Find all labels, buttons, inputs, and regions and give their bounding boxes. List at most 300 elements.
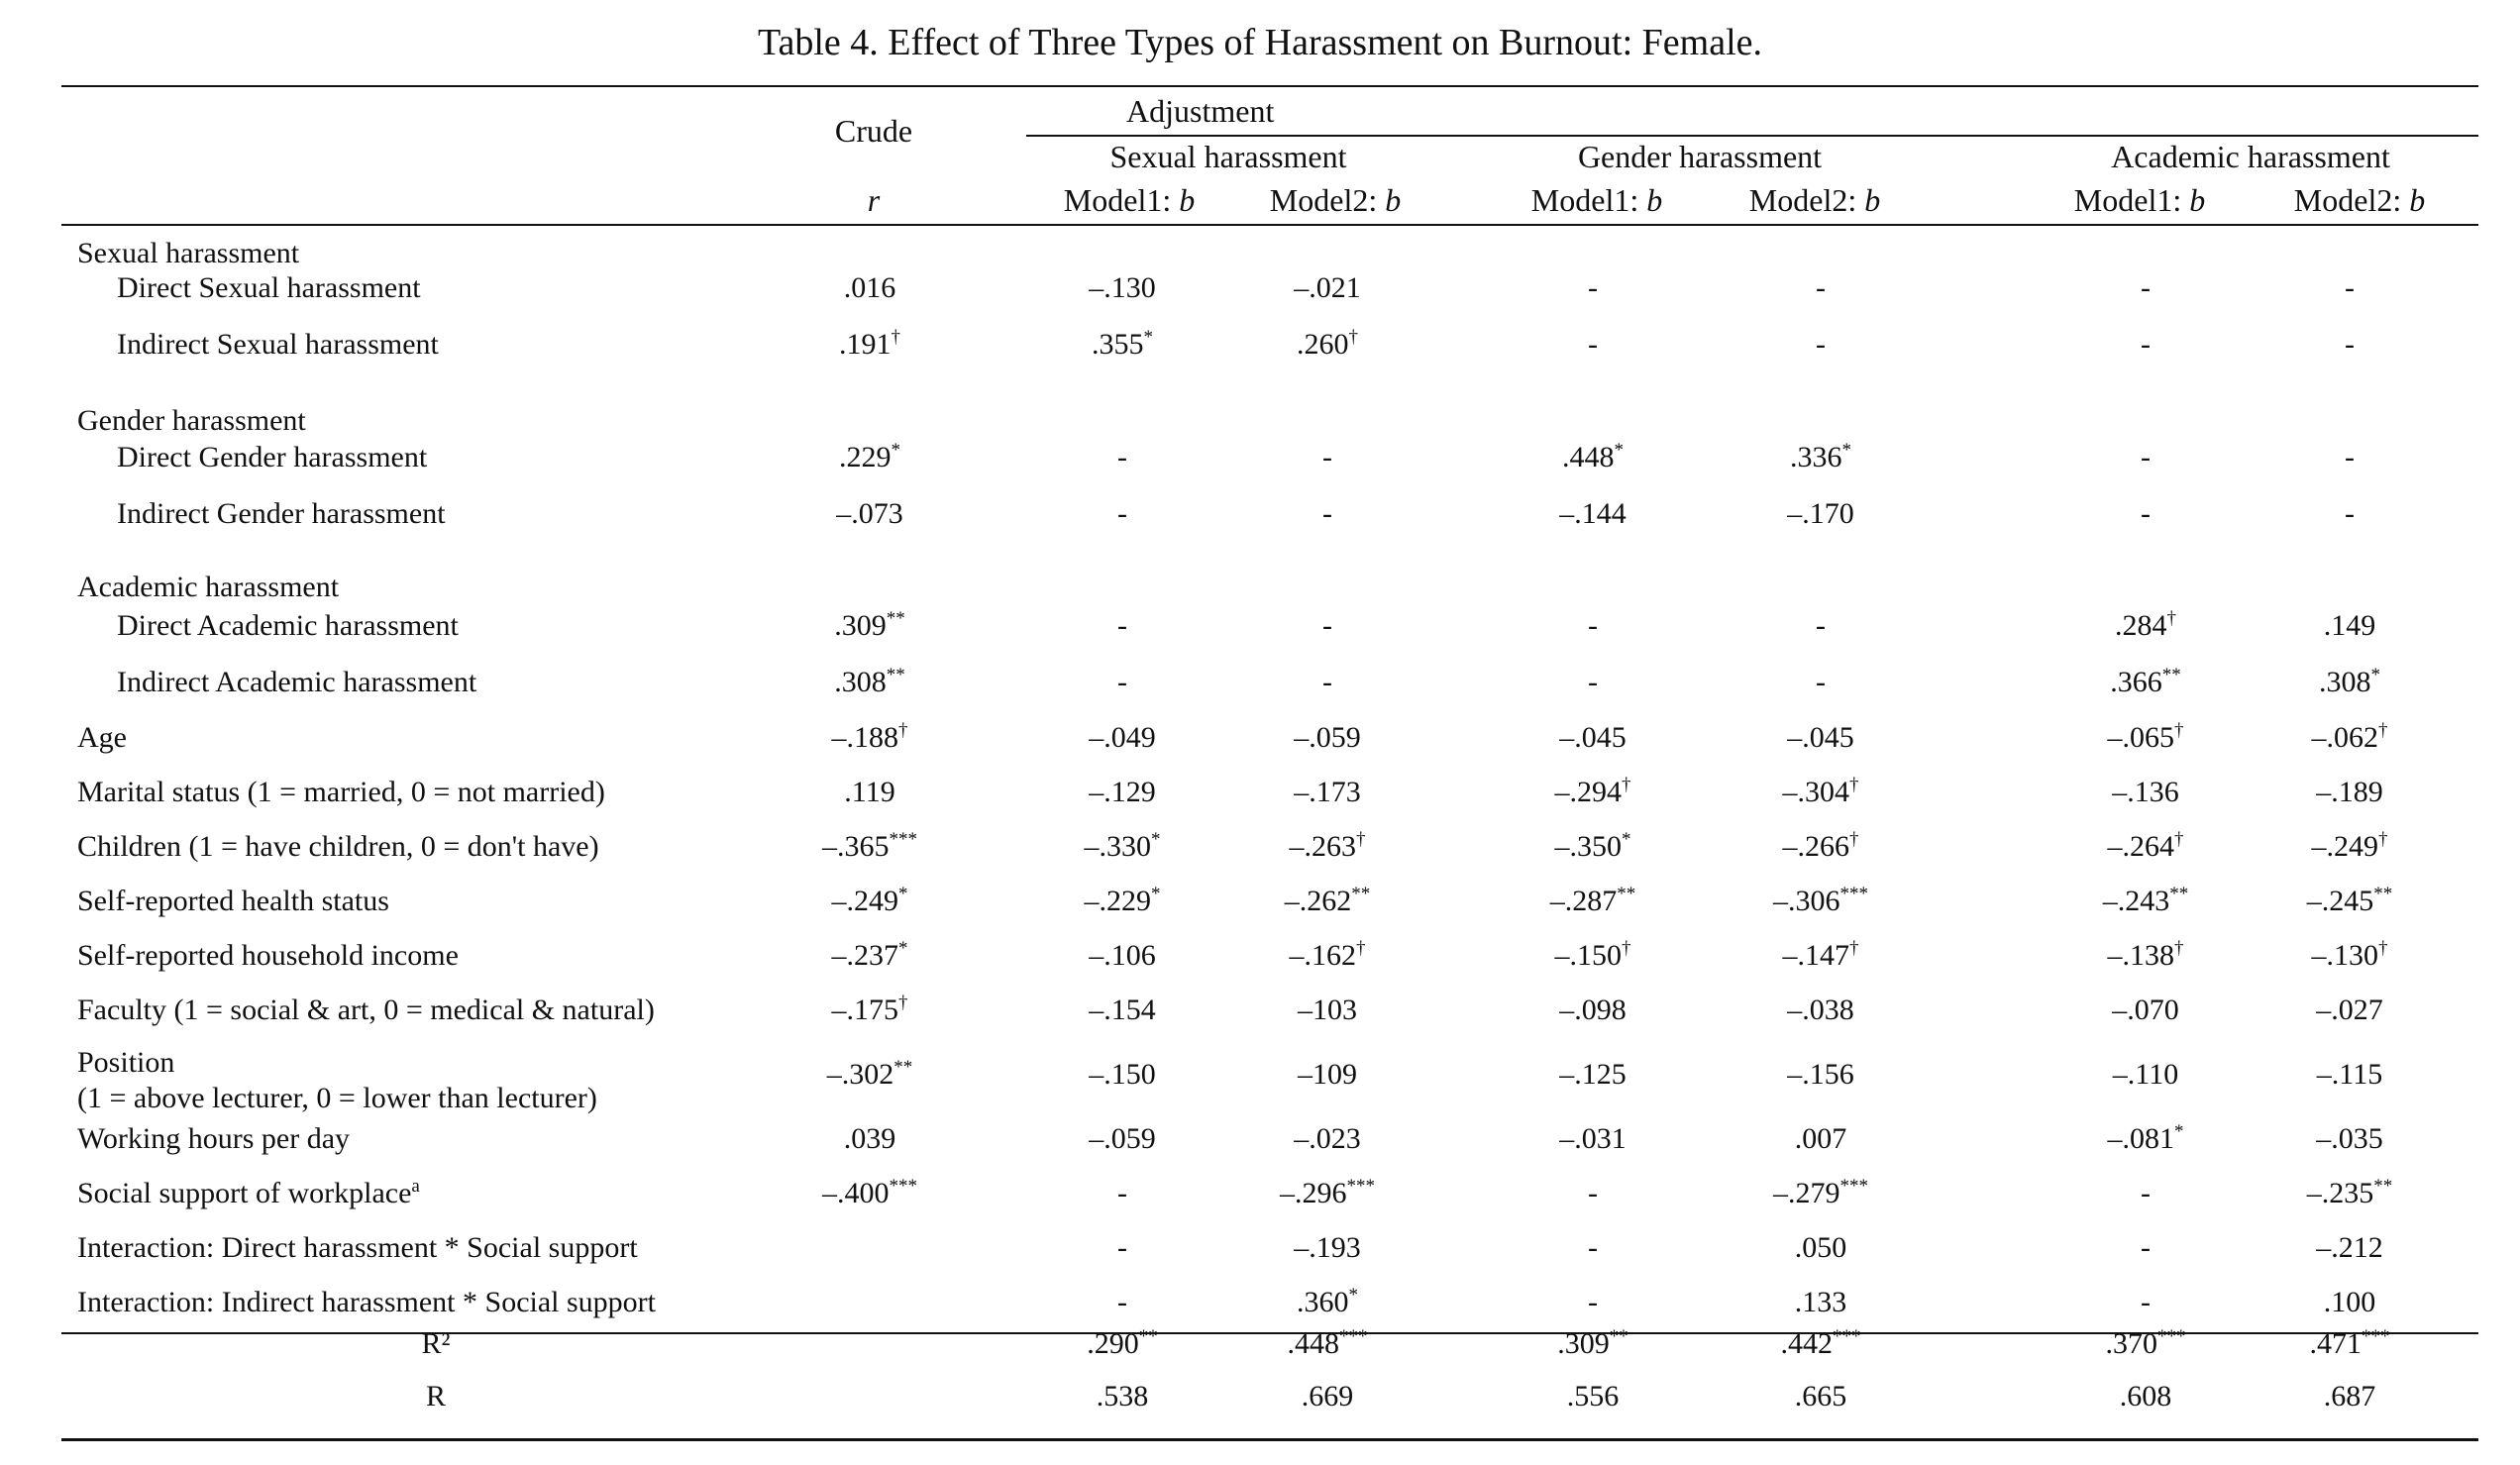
cell-value: –.045	[1559, 721, 1627, 754]
cell-value: -	[2141, 328, 2151, 361]
table-cell	[1322, 494, 1332, 534]
cell-value: .290	[1087, 1327, 1139, 1360]
cell-value: –.073	[836, 497, 903, 530]
row-label-text: Self-reported household income	[77, 939, 459, 972]
row-label-text: Direct Academic harassment	[117, 609, 459, 642]
cell-value: -	[1588, 271, 1598, 304]
cell-value: –.154	[1089, 994, 1156, 1026]
cell-value: .308	[2319, 666, 2371, 698]
cell-value: .050	[1794, 1231, 1847, 1264]
row-label-text: Social support of workplace	[77, 1177, 412, 1209]
cell-value: .448	[1287, 1327, 1339, 1360]
cell-value: –.062	[2311, 721, 2378, 754]
footer-cell	[1795, 1377, 1847, 1416]
cell-value: .360	[1297, 1286, 1349, 1318]
significance-mark: *	[891, 440, 900, 461]
significance-mark: †	[891, 327, 900, 348]
table-cell	[1322, 606, 1332, 646]
cell-value: .471	[2309, 1327, 2362, 1360]
model-name: Model2:	[1748, 182, 1865, 218]
cell-value: .355	[1092, 328, 1144, 361]
table-cell	[1297, 1283, 1358, 1322]
cell-value: -	[2141, 1286, 2151, 1318]
cell-value: .119	[844, 776, 895, 808]
cell-value: –.365	[822, 830, 890, 863]
cell-value: –.249	[2311, 830, 2378, 863]
row-label	[77, 1228, 638, 1268]
cell-value: .100	[2323, 1286, 2376, 1318]
table-cell	[839, 325, 900, 365]
row-label	[77, 773, 605, 812]
table-cell	[1795, 1228, 1847, 1268]
significance-mark: **	[886, 608, 905, 629]
significance-mark: *	[898, 884, 908, 904]
table-cell	[1816, 325, 1826, 365]
table-cell	[1322, 663, 1332, 702]
footer-cell	[2310, 1324, 2390, 1364]
table-cell	[1085, 882, 1161, 921]
row-label	[117, 325, 439, 365]
cell-value: .309	[1557, 1327, 1610, 1360]
model2-header	[1270, 180, 1401, 220]
cell-value: .260	[1297, 328, 1349, 361]
cell-value: –.115	[2316, 1058, 2383, 1091]
table-cell	[844, 773, 894, 812]
model1-header	[1531, 180, 1662, 220]
cell-value: –.189	[2316, 776, 2383, 808]
table-cell	[2141, 494, 2151, 534]
table-cell	[1795, 1119, 1847, 1159]
table-cell	[2319, 663, 2380, 702]
significance-mark: *	[2174, 1121, 2184, 1142]
row-label-text: Self-reported health status	[77, 885, 389, 917]
table-cell	[1117, 1174, 1127, 1213]
table-cell	[1092, 325, 1153, 365]
cell-value: -	[1117, 1231, 1127, 1264]
cell-value: –.156	[1787, 1058, 1854, 1091]
table-cell	[1290, 827, 1366, 867]
table-cell	[2112, 773, 2179, 812]
table-cell	[2141, 438, 2151, 477]
significance-mark: *	[1151, 884, 1161, 904]
table-cell	[1280, 1174, 1375, 1213]
table-cell	[2345, 438, 2355, 477]
table-cell	[1089, 1119, 1156, 1159]
significance-mark: †	[1356, 938, 1366, 959]
cell-value: –.125	[1559, 1058, 1627, 1091]
table-cell	[1089, 268, 1156, 308]
cell-value: -	[2345, 497, 2355, 530]
significance-mark: ***	[2157, 1326, 2186, 1347]
row-label	[77, 936, 459, 976]
table-cell	[1550, 882, 1636, 921]
section-academic: Academic harassment	[77, 571, 340, 603]
row-label-text: Age	[77, 721, 127, 754]
table-cell	[1816, 268, 1826, 308]
model-b-symbol: b	[2409, 182, 2426, 218]
row-label	[77, 991, 655, 1030]
cell-value: .039	[843, 1122, 896, 1155]
significance-mark: **	[2373, 884, 2393, 904]
table-cell	[1089, 718, 1156, 758]
table-cell	[1787, 494, 1854, 534]
table-cell	[2345, 268, 2355, 308]
table-cell	[1588, 1228, 1598, 1268]
cell-value: –.150	[1089, 1058, 1156, 1091]
footer-label: R²	[421, 1327, 451, 1360]
group-header-academic: Academic harassment	[2111, 139, 2390, 174]
table-cell	[1555, 936, 1631, 976]
cell-value: –.173	[1294, 776, 1361, 808]
table-cell	[1783, 936, 1859, 976]
significance-mark: **	[886, 665, 905, 685]
significance-mark: †	[898, 993, 908, 1013]
cell-value: -	[1588, 609, 1598, 642]
cell-value: –.065	[2107, 721, 2174, 754]
model-name: Model1:	[1063, 182, 1180, 218]
cell-value: .556	[1566, 1380, 1620, 1413]
significance-mark: †	[2378, 720, 2388, 741]
significance-mark: **	[893, 1057, 913, 1078]
table-cell	[836, 494, 903, 534]
cell-value: –.193	[1294, 1231, 1361, 1264]
table-cell	[1795, 1283, 1847, 1322]
footer-cell	[1567, 1377, 1620, 1416]
table-cell	[1588, 325, 1598, 365]
table-cell	[1555, 827, 1631, 867]
cell-value: –.023	[1294, 1122, 1361, 1155]
table-cell	[827, 1055, 913, 1095]
cell-value: –.212	[2316, 1231, 2383, 1264]
significance-mark: ***	[889, 1176, 917, 1197]
significance-mark: †	[1622, 775, 1631, 795]
cell-value: -	[2141, 441, 2151, 473]
adjustment-header: Adjustment	[1126, 93, 1275, 129]
cell-value: –.287	[1549, 885, 1618, 917]
table-cell	[1117, 438, 1127, 477]
table-cell	[2317, 1055, 2382, 1095]
significance-mark: †	[2378, 829, 2388, 850]
significance-mark: **	[2169, 884, 2189, 904]
significance-mark: **	[1351, 884, 1371, 904]
cell-value: .284	[2115, 609, 2167, 642]
model1-header	[2074, 180, 2205, 220]
table-cell	[1559, 1119, 1627, 1159]
footer-label: R	[425, 1380, 447, 1413]
cell-value: –.229	[1084, 885, 1151, 917]
table-cell	[1294, 1119, 1361, 1159]
crude-r-symbol: r	[867, 182, 881, 218]
table-cell	[1816, 606, 1826, 646]
cell-value: -	[1816, 328, 1826, 361]
top-rule	[61, 85, 2478, 87]
table-cell	[1117, 606, 1127, 646]
cell-value: .687	[2323, 1380, 2376, 1413]
cell-value: –.038	[1787, 994, 1854, 1026]
table-cell	[1117, 663, 1127, 702]
table-cell	[2115, 606, 2176, 646]
section-sexual: Sexual harassment	[77, 237, 300, 269]
cell-value: –.302	[826, 1058, 894, 1091]
model-name: Model1:	[1530, 182, 1647, 218]
cell-value: -	[1117, 1177, 1127, 1209]
significance-mark: **	[1609, 1326, 1628, 1347]
table-cell	[2345, 494, 2355, 534]
table-cell	[2103, 882, 2189, 921]
row-label	[117, 606, 459, 646]
cell-value: –.144	[1559, 497, 1627, 530]
table-cell	[2316, 1119, 2383, 1159]
cell-value: -	[2141, 1231, 2151, 1264]
cell-value: –.150	[1554, 939, 1622, 972]
cell-value: -	[1588, 328, 1598, 361]
table-cell	[834, 663, 905, 702]
table-cell	[1588, 606, 1598, 646]
cell-value: .308	[834, 666, 887, 698]
cell-value: –.350	[1554, 830, 1622, 863]
table-cell	[832, 882, 908, 921]
significance-mark: *	[1622, 829, 1631, 850]
cell-value: –.306	[1773, 885, 1840, 917]
cell-value: –.027	[2316, 994, 2383, 1026]
table-cell	[2141, 1283, 2151, 1322]
cell-value: -	[1588, 666, 1598, 698]
cell-value: –.264	[2107, 830, 2174, 863]
row-label-text: Indirect Gender harassment	[117, 497, 446, 530]
row-label-text: Indirect Academic harassment	[117, 666, 477, 698]
table-cell	[2312, 718, 2388, 758]
cell-value: -	[1588, 1231, 1598, 1264]
table-cell	[1089, 773, 1156, 812]
cell-value: –.059	[1089, 1122, 1156, 1155]
model1-header	[1064, 180, 1195, 220]
significance-mark: **	[1617, 884, 1636, 904]
table-cell	[1783, 773, 1859, 812]
cell-value: –.170	[1787, 497, 1854, 530]
cell-value: -	[1117, 609, 1127, 642]
cell-value: –.130	[1089, 271, 1156, 304]
footer-cell	[1087, 1324, 1158, 1364]
table-cell	[2112, 991, 2179, 1030]
table-cell	[1787, 1055, 1854, 1095]
table-cell	[1555, 773, 1631, 812]
table-cell	[2324, 1283, 2376, 1322]
table-cell	[1085, 827, 1161, 867]
group-header-sexual: Sexual harassment	[1109, 139, 1347, 174]
table-cell	[1294, 1228, 1361, 1268]
significance-mark: †	[1849, 775, 1859, 795]
cell-value: –.035	[2316, 1122, 2383, 1155]
header-rule	[61, 224, 2478, 226]
row-label-text: Working hours per day	[77, 1122, 351, 1155]
model-b-symbol: b	[1864, 182, 1881, 218]
table-cell	[2316, 991, 2383, 1030]
cell-value: -	[1588, 1286, 1598, 1318]
crude-header: Crude	[834, 113, 913, 149]
table-cell	[2113, 1055, 2178, 1095]
cell-value: –.294	[1554, 776, 1622, 808]
significance-mark: †	[2166, 608, 2176, 629]
table-cell	[1290, 936, 1366, 976]
cell-value: -	[1117, 666, 1127, 698]
table-cell	[2141, 325, 2151, 365]
significance-mark: †	[2174, 829, 2184, 850]
table-cell	[1559, 991, 1627, 1030]
cell-value: .669	[1301, 1380, 1354, 1413]
cell-value: -	[1322, 497, 1332, 530]
table-cell	[1285, 882, 1371, 921]
cell-value: –109	[1298, 1058, 1357, 1091]
table-cell	[1294, 718, 1361, 758]
cell-value: -	[1117, 1286, 1127, 1318]
table-cell	[1588, 268, 1598, 308]
cell-value: –103	[1298, 994, 1357, 1026]
cell-value: -	[1588, 1177, 1598, 1209]
table-cell	[1790, 438, 1851, 477]
significance-mark: †	[2174, 720, 2184, 741]
model-name: Model1:	[2073, 182, 2190, 218]
cell-value: –.031	[1559, 1122, 1627, 1155]
significance-mark: †	[1622, 938, 1631, 959]
cell-value: –.136	[2112, 776, 2179, 808]
table-cell	[1294, 773, 1361, 812]
cell-value: –.021	[1294, 271, 1361, 304]
significance-mark: †	[898, 720, 908, 741]
footnote-mark: a	[411, 1176, 420, 1197]
cell-value: .442	[1780, 1327, 1833, 1360]
cell-value: .191	[839, 328, 892, 361]
row-label-line2: (1 = above lecturer, 0 = lower than lecturer)	[77, 1082, 597, 1114]
model-name: Model2:	[1269, 182, 1386, 218]
cell-value: –.304	[1782, 776, 1849, 808]
cell-value: .448	[1562, 441, 1615, 473]
row-label	[117, 663, 476, 702]
significance-mark: *	[1614, 440, 1624, 461]
cell-value: .149	[2323, 609, 2376, 642]
significance-mark: *	[2370, 665, 2380, 685]
cell-value: –.081	[2107, 1122, 2174, 1155]
bottom-rule	[61, 1438, 2478, 1441]
cell-value: -	[1322, 666, 1332, 698]
footer-cell	[1781, 1324, 1861, 1364]
table-cell	[822, 1174, 917, 1213]
row-label-text: Indirect Sexual harassment	[117, 328, 439, 361]
table-cell	[2108, 718, 2184, 758]
row-label-text: Marital status (1 = married, 0 = not married)	[77, 776, 605, 808]
table-cell	[1787, 718, 1854, 758]
row-label	[77, 1174, 420, 1213]
table-cell	[2312, 936, 2388, 976]
significance-mark: **	[1138, 1326, 1158, 1347]
cell-value: –.110	[2112, 1058, 2179, 1091]
significance-mark: **	[2373, 1176, 2393, 1197]
section-gender: Gender harassment	[77, 404, 306, 437]
cell-value: -	[1816, 609, 1826, 642]
table-cell	[1559, 494, 1627, 534]
footer-cell	[2324, 1377, 2376, 1416]
significance-mark: ***	[1833, 1326, 1861, 1347]
cell-value: -	[1117, 497, 1127, 530]
cell-value: .665	[1794, 1380, 1847, 1413]
table-cell	[2141, 1228, 2151, 1268]
table-cell	[2108, 827, 2184, 867]
table-cell	[1783, 827, 1859, 867]
cell-value: .608	[2119, 1380, 2172, 1413]
table-cell	[1297, 325, 1358, 365]
row-label-text: Interaction: Indirect harassment * Social support	[77, 1286, 656, 1318]
row-label	[117, 438, 427, 477]
footer-cell	[1097, 1377, 1149, 1416]
cell-value: .016	[843, 271, 896, 304]
cell-value: –.266	[1782, 830, 1849, 863]
significance-mark: *	[1348, 1285, 1358, 1306]
significance-mark: †	[2174, 938, 2184, 959]
table-cell	[1294, 268, 1361, 308]
cell-value: –.129	[1089, 776, 1156, 808]
table-cell	[1588, 663, 1598, 702]
row-label-text: Interaction: Direct harassment * Social support	[77, 1231, 638, 1264]
row-label	[77, 882, 389, 921]
table-cell	[1089, 1055, 1156, 1095]
table-cell	[1588, 1174, 1598, 1213]
table-cell	[832, 936, 908, 976]
significance-mark: ***	[2362, 1326, 2390, 1347]
table-cell	[834, 606, 905, 646]
significance-mark: ***	[1339, 1326, 1368, 1347]
cell-value: -	[2345, 271, 2355, 304]
table-cell	[2307, 1174, 2393, 1213]
table-cell	[1588, 1283, 1598, 1322]
table-cell	[1298, 991, 1357, 1030]
table-cell	[844, 268, 896, 308]
crude-r-header	[868, 180, 880, 220]
cell-value: -	[1816, 666, 1826, 698]
row-label	[77, 718, 127, 758]
table-cell	[1117, 1283, 1127, 1322]
model-b-symbol: b	[2189, 182, 2206, 218]
model2-header	[2294, 180, 2425, 220]
significance-mark: †	[1849, 829, 1859, 850]
cell-value: .370	[2105, 1327, 2157, 1360]
table-cell	[2108, 1119, 2184, 1159]
significance-mark: †	[1849, 938, 1859, 959]
cell-value: –.162	[1289, 939, 1356, 972]
significance-mark: ***	[889, 829, 917, 850]
footer-cell	[1288, 1324, 1368, 1364]
cell-value: -	[1322, 441, 1332, 473]
cell-value: –.175	[831, 994, 898, 1026]
cell-value: .229	[839, 441, 892, 473]
cell-value: -	[1816, 271, 1826, 304]
cell-value: –.059	[1294, 721, 1361, 754]
cell-value: –.279	[1773, 1177, 1840, 1209]
table-cell	[2345, 325, 2355, 365]
model-b-symbol: b	[1646, 182, 1663, 218]
significance-mark: *	[1143, 327, 1153, 348]
cell-value: .336	[1790, 441, 1842, 473]
row-label-line1: Position	[77, 1046, 175, 1079]
significance-mark: ***	[1839, 884, 1868, 904]
table-cell	[1089, 991, 1156, 1030]
cell-value: –.045	[1787, 721, 1854, 754]
cell-value: .133	[1794, 1286, 1847, 1318]
table-cell	[1773, 882, 1868, 921]
table-cell	[1298, 1055, 1357, 1095]
table-cell	[1559, 1055, 1627, 1095]
row-label-text: Direct Sexual harassment	[117, 271, 421, 304]
significance-mark: **	[2161, 665, 2181, 685]
cell-value: -	[1322, 609, 1332, 642]
